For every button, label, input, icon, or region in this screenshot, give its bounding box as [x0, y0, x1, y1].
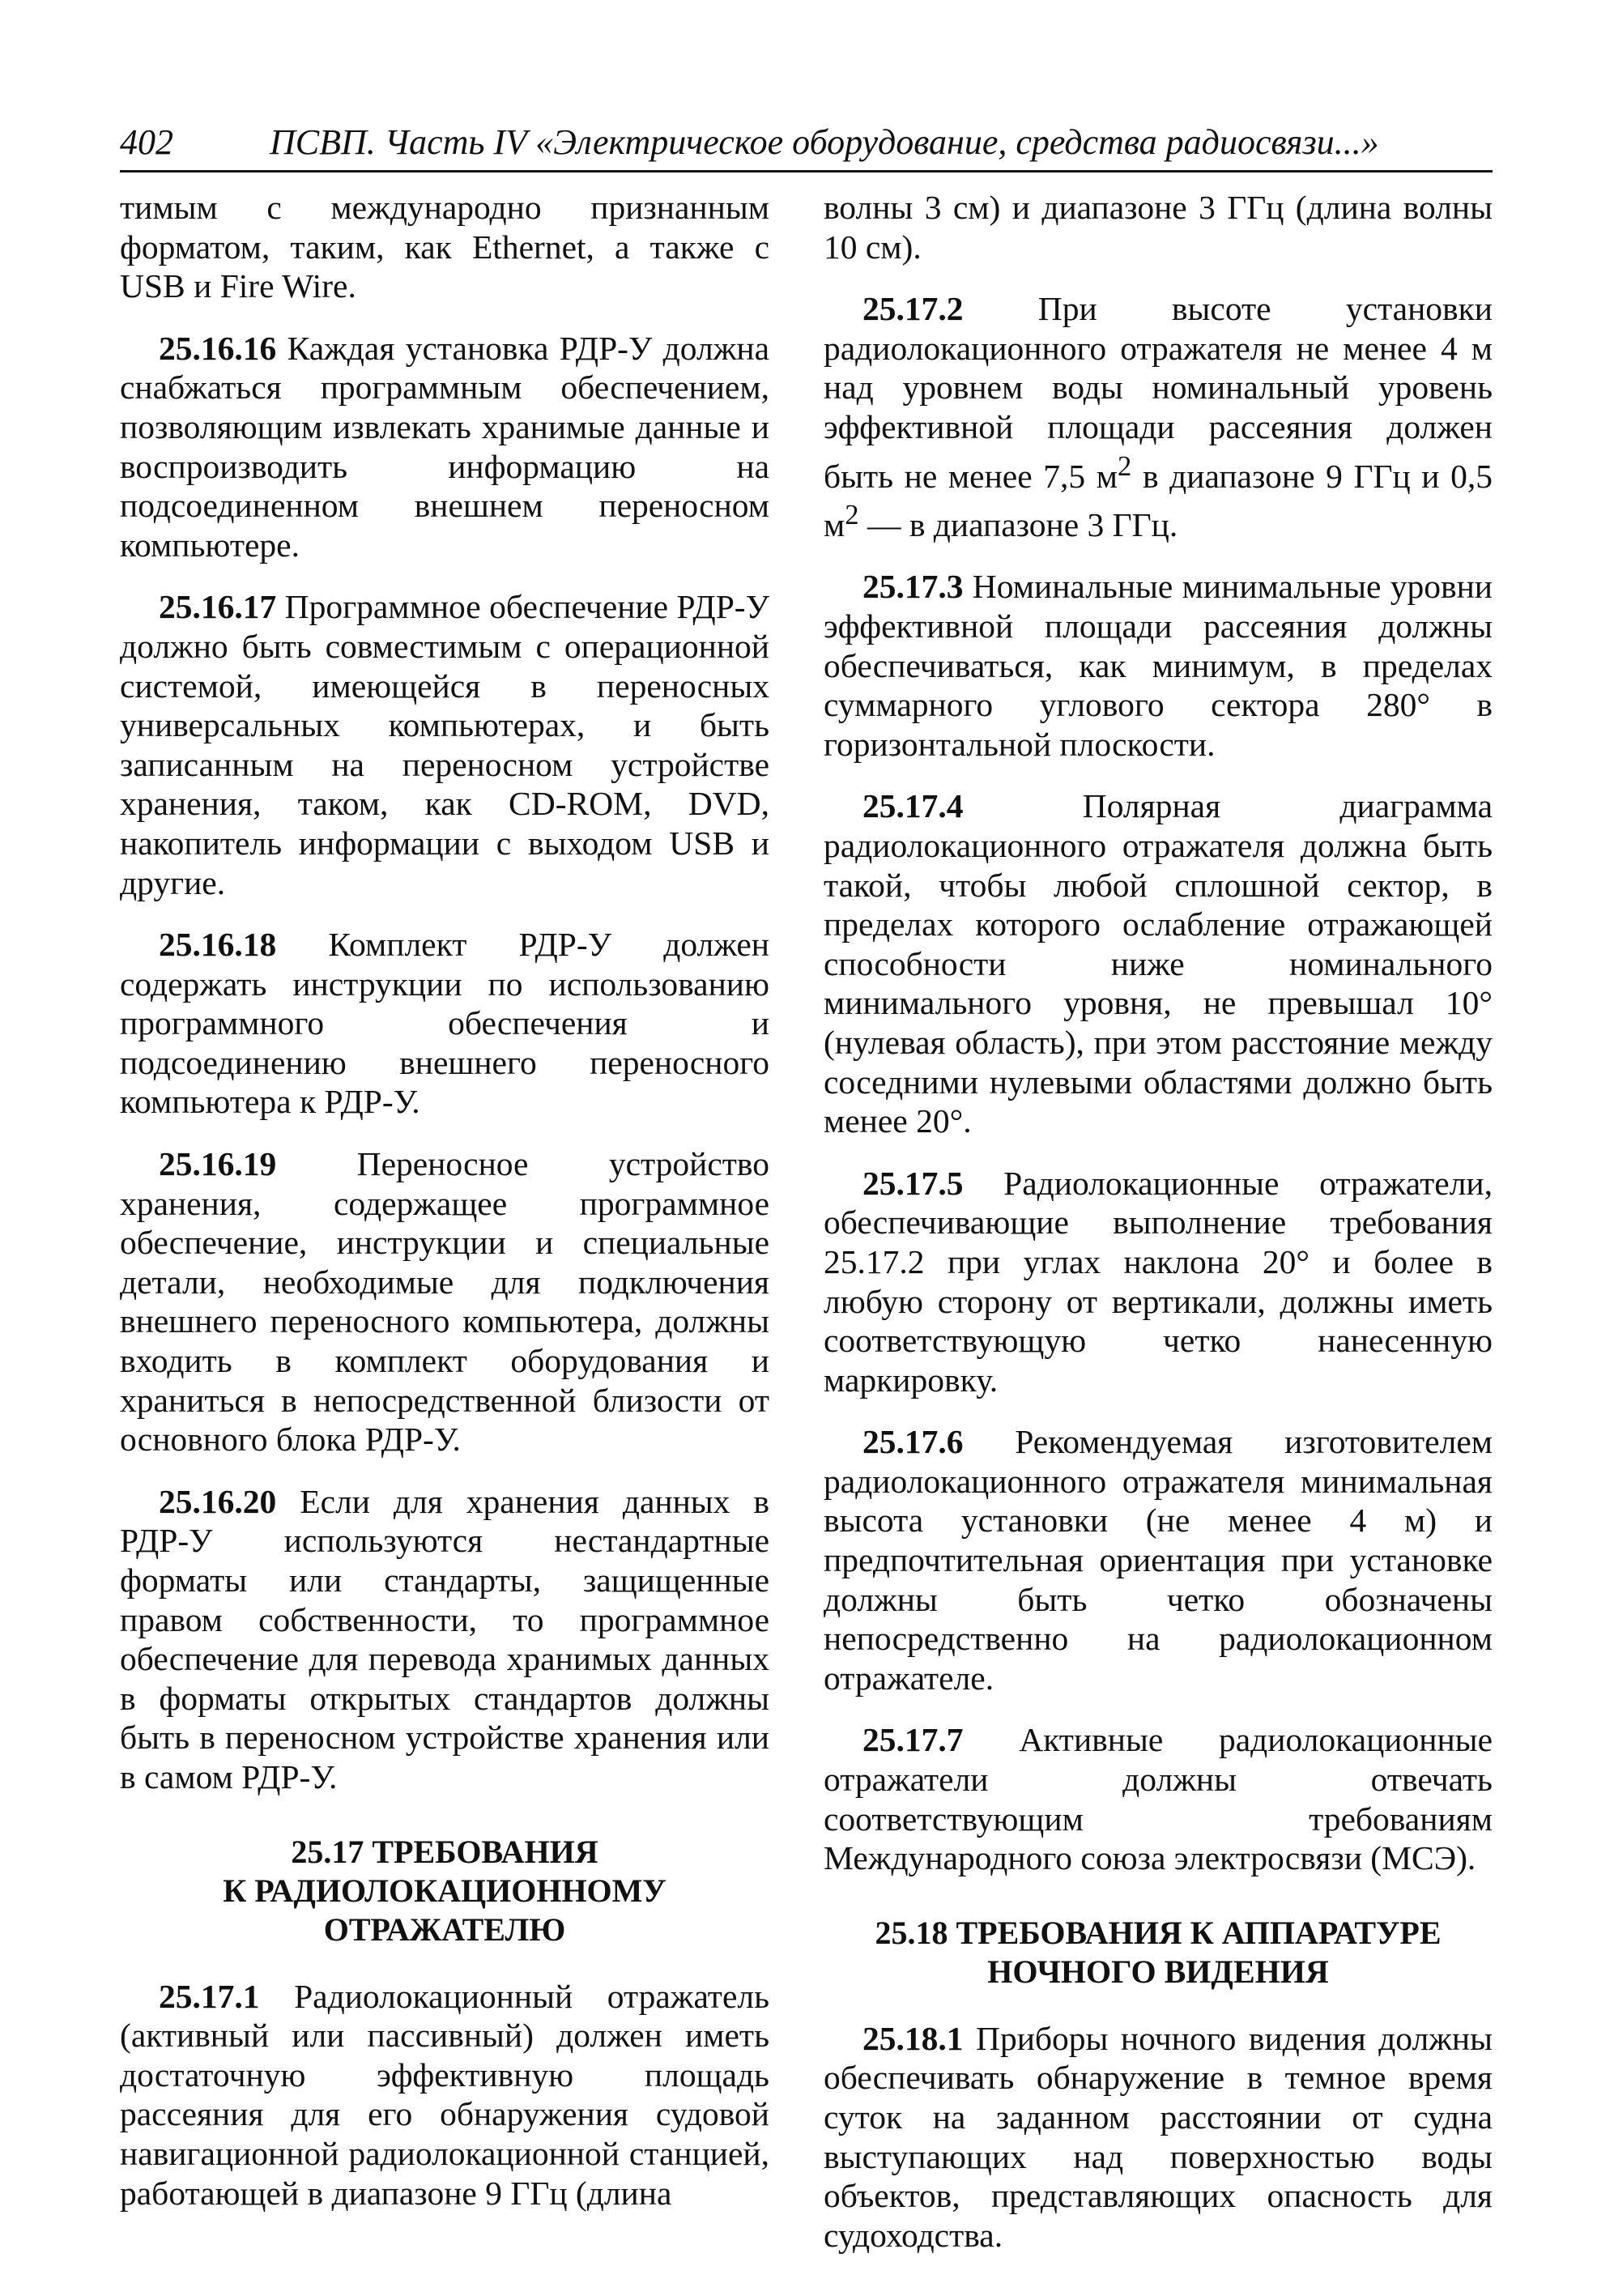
- clause-text: Программное обеспечение РДР-У должно быть совместимым с операционной системой, имеющейся в переносных универсальных компьютерах, и быть записанным на переносном устройстве хранения, таком, как CD-ROM, DVD, накопитель информации с выходом USB и другие.: [120, 588, 769, 901]
- superscript: 2: [1118, 450, 1132, 482]
- clause-number: 25.16.20: [159, 1482, 277, 1520]
- paragraph-25-16-20: [120, 1482, 769, 1797]
- paragraph-25-17-4: [824, 786, 1493, 1140]
- clause-text: Активные радиолокационные отражатели должны отвечать соответствующим требованиям Международного союза электросвязи (МСЭ).: [824, 1721, 1493, 1877]
- left-column: [120, 188, 769, 2213]
- section-heading-25-18: [824, 1914, 1493, 1991]
- clause-number: 25.16.19: [159, 1145, 277, 1183]
- running-title: ПСВП. Часть IV «Электрическое оборудование, средства радиосвязи...»: [270, 122, 1379, 162]
- clause-number: 25.17.1: [159, 1977, 260, 2015]
- clause-number: 25.17.5: [862, 1164, 964, 1202]
- clause-number: 25.16.16: [159, 329, 277, 367]
- paragraph-25-16-18: [120, 925, 769, 1122]
- clause-number: 25.17.7: [862, 1721, 964, 1759]
- clause-number: 25.16.17: [159, 588, 277, 626]
- clause-text: Если для хранения данных в РДР-У используются нестандартные форматы или стандарты, защищенные правом собственности, то программное обеспечение для перевода хранимых данных в форматы открытых стандартов должны быть в переносном устройстве хранения или в самом РДР-У.: [120, 1482, 769, 1795]
- clause-number: 25.18.1: [862, 2019, 964, 2057]
- clause-text: Каждая установка РДР-У должна снабжаться программным обеспечением, позволяющим извлекать хранимые данные и воспроизводить информацию на подсоединенном внешнем переносном компьютере.: [120, 329, 769, 564]
- paragraph-continued: тимым с международно признанным форматом, таким, как Ethernet, а также с USB и Fire Wire.: [120, 189, 769, 305]
- paragraph-25-17-1: [120, 1977, 769, 2213]
- heading-line-3: ОТРАЖАТЕЛЮ: [323, 1910, 566, 1948]
- clause-number: 25.17.6: [862, 1423, 964, 1461]
- clause-text: Переносное устройство хранения, содержащее программное обеспечение, инструкции и специальные детали, необходимые для подключения внешнего переносного компьютера, должны входить в комплект оборудования и храниться в непосредственной близости от основного блока РДР-У.: [120, 1145, 769, 1459]
- superscript: 2: [845, 499, 859, 530]
- section-heading-25-17: [120, 1833, 769, 1949]
- clause-text: Номинальные минимальные уровни эффективной площади рассеяния должны обеспечиваться, как минимум, в пределах суммарного углового сектора 280° в горизонтальной плоскости.: [824, 568, 1493, 763]
- clause-text: в диапазоне 9 ГГц и 0,5 м: [824, 457, 1493, 543]
- paragraph-25-17-7: [824, 1720, 1493, 1877]
- paragraph-25-18-1: [824, 2019, 1493, 2256]
- paragraph-25-17-6: [824, 1422, 1493, 1698]
- paragraph-25-17-2: [824, 289, 1493, 544]
- clause-text: Приборы ночного видения должны обеспечивать обнаружение в темное время суток на заданном расстоянии от судна выступающих над поверхностью воды объектов, представляющих опасность для судоходства.: [824, 2019, 1493, 2254]
- clause-text: Рекомендуемая изготовителем радиолокационного отражателя минимальная высота установки (не менее 4 м) и предпочтительная ориентация при установке должны быть четко обозначены непосредственно на радиолокационном отражателе.: [824, 1423, 1493, 1697]
- page-header: [120, 120, 1493, 173]
- clause-number: 25.17.4: [862, 787, 964, 825]
- paragraph-25-16-19: [120, 1144, 769, 1459]
- clause-text: Радиолокационный отражатель (активный или пассивный) должен иметь достаточную эффективную площадь рассеяния для его обнаружения судовой навигационной радиолокационной станцией, работающей в диапазоне 9 ГГц (длина: [120, 1977, 769, 2212]
- heading-line-1: 25.17 ТРЕБОВАНИЯ: [291, 1833, 598, 1870]
- clause-text: При высоте установки радиолокационного отражателя не менее 4 м над уровнем воды номинальный уровень эффективной площади рассеяния должен быть не менее 7,5 м: [824, 290, 1493, 495]
- heading-line-1: 25.18 ТРЕБОВАНИЯ К АППАРАТУРЕ: [875, 1914, 1442, 1951]
- clause-text: Комплект РДР-У должен содержать инструкции по использованию программного обеспечения и подсоединению внешнего переносного компьютера к РДР-У.: [120, 926, 769, 1121]
- clause-text: Полярная диаграмма радиолокационного отражателя должна быть такой, чтобы любой сплошной сектор, в пределах которого ослабление отражающей способности ниже номинального минимального уровня, не превышал 10° (нулевая область), при этом расстояние между соседними нулевыми областями должно быть менее 20°.: [824, 787, 1493, 1140]
- paragraph-25-17-3: [824, 567, 1493, 764]
- heading-line-2: К РАДИОЛОКАЦИОННОМУ: [223, 1872, 666, 1909]
- paragraph-25-16-16: [120, 329, 769, 565]
- paragraph-continued: волны 3 см) и диапазоне 3 ГГц (длина волны 10 см).: [824, 189, 1493, 266]
- heading-line-2: НОЧНОГО ВИДЕНИЯ: [987, 1953, 1329, 1990]
- paragraph-25-17-5: [824, 1164, 1493, 1400]
- clause-text: — в диапазоне 3 ГГц.: [858, 505, 1178, 543]
- right-column: [824, 188, 1493, 2255]
- paragraph-25-16-17: [120, 587, 769, 902]
- clause-number: 25.17.3: [862, 568, 964, 606]
- clause-number: 25.16.18: [159, 926, 277, 964]
- clause-text: Радиолокационные отражатели, обеспечивающие выполнение требования 25.17.2 при углах наклона 20° и более в любую сторону от вертикали, должны иметь соответствующую четко нанесенную маркировку.: [824, 1164, 1493, 1399]
- page-number: 402: [120, 122, 173, 162]
- clause-number: 25.17.2: [862, 290, 964, 328]
